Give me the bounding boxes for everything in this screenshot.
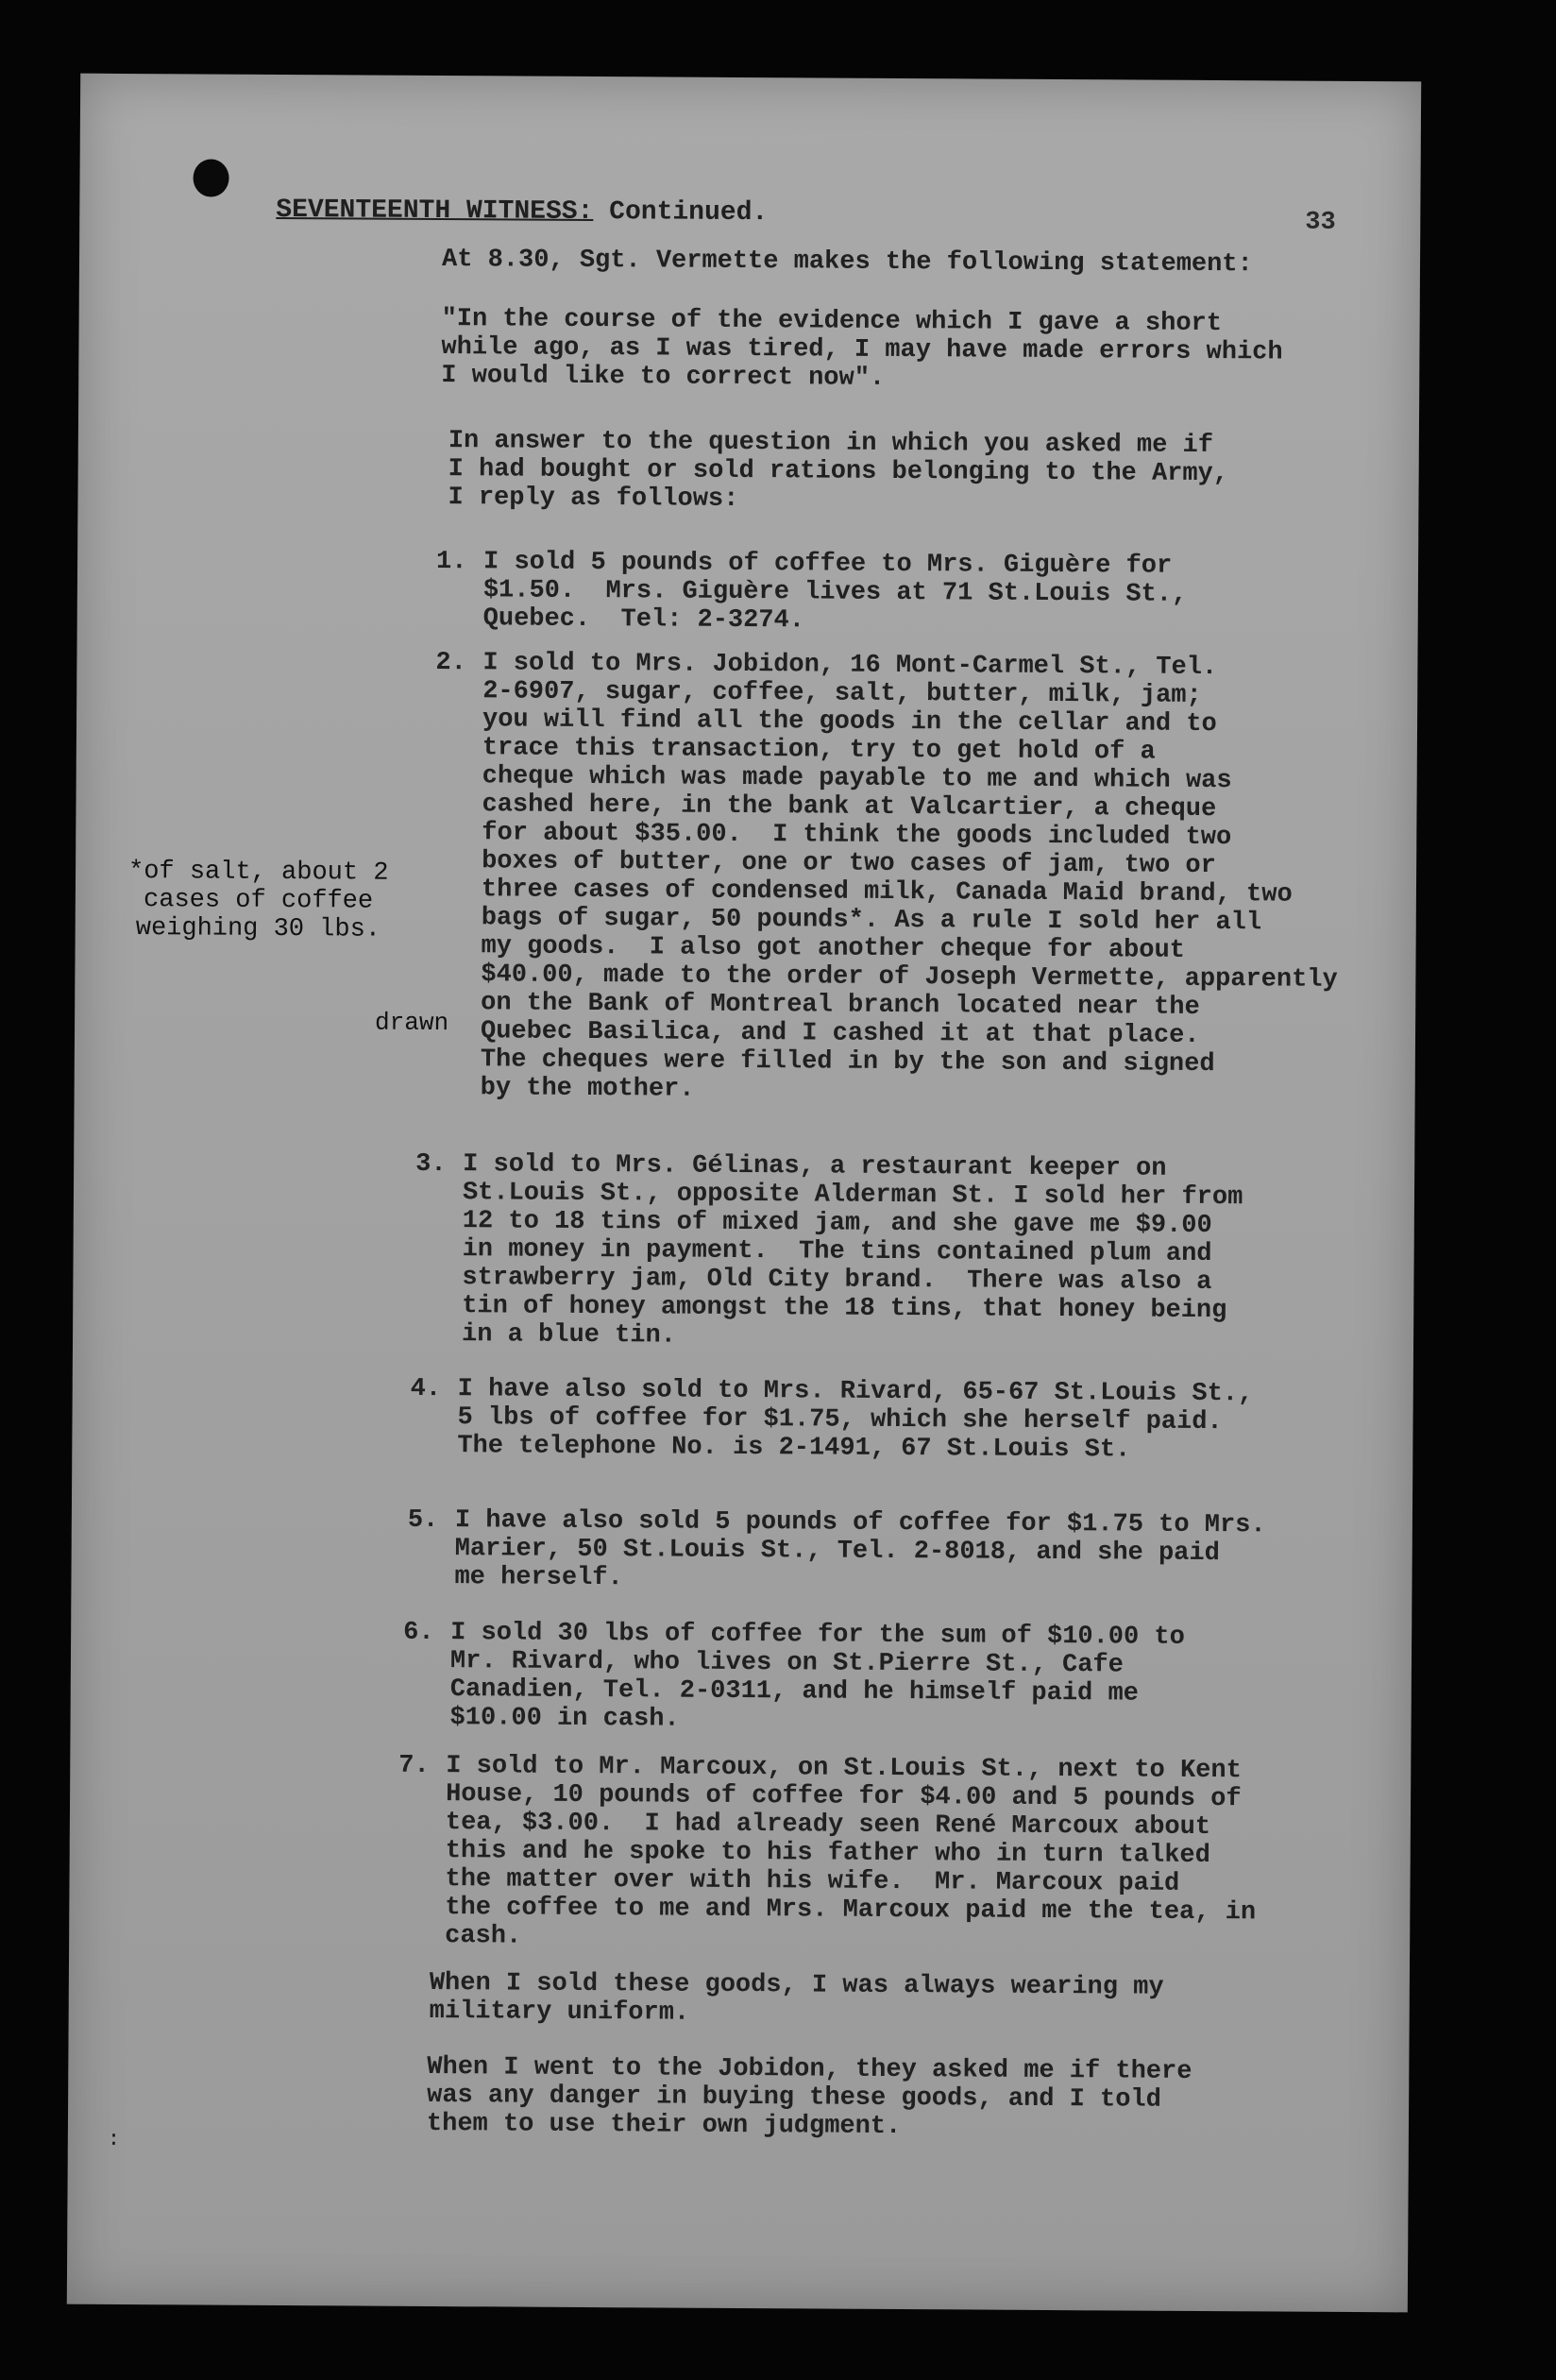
page-heading bbox=[276, 196, 768, 228]
item-number: 3. bbox=[415, 1149, 447, 1180]
item-text: I have also sold 5 pounds of coffee for $1.75 to Mrs. Marier, 50 St.Louis St., Tel. 2-8018, and she paid me herself. bbox=[454, 1506, 1266, 1593]
edge-mark: : bbox=[107, 2127, 121, 2151]
item-number: 1. bbox=[435, 547, 467, 577]
page-number: 33 bbox=[1305, 208, 1336, 237]
item-number: 7. bbox=[398, 1751, 430, 1780]
intro-line: At 8.30, Sgt. Vermette makes the following statement: bbox=[441, 246, 1253, 280]
margin-note-salt: *of salt, about 2 cases of coffee weighing 30 lbs. bbox=[127, 858, 389, 944]
item-number: 5. bbox=[407, 1505, 439, 1536]
document-page bbox=[67, 74, 1421, 2313]
item-number: 4. bbox=[410, 1374, 442, 1404]
item-text: I sold to Mrs. Jobidon, 16 Mont-Carmel St., Tel. 2-6907, sugar, coffee, salt, butter, milk, jam; you will find all the goods in the cellar and to trace this transaction, try to get hold of a cheque which was made payable to me and which was cashed here, in the bank at Valcartier, a cheque for about $35.00. I think the goods included two boxes of butter, one or two cases of jam, two or three cases of condensed milk, Canada Maid brand, two bags of sugar, 50 pounds*. As a rule I sold her all my goods. I also got another cheque for about $40.00, made to the order of Joseph Vermette, apparently on the Bank of Montreal branch located near the Quebec Basilica, and I cashed it at that place. The cheques were filled in by the son and signed by the mother. bbox=[480, 649, 1338, 1104]
closing-paragraph-uniform: When I sold these goods, I was always wearing my military uniform. bbox=[429, 1968, 1164, 2028]
item-text: I sold 5 pounds of coffee to Mrs. Giguère for $1.50. Mrs. Giguère lives at 71 St.Louis St., Quebec. Tel: 2-3274. bbox=[482, 548, 1188, 636]
closing-paragraph-judgment: When I went to the Jobidon, they asked me if there was any danger in buying these goods, and I told them to use their own judgment. bbox=[426, 2052, 1192, 2142]
item-text: I sold 30 lbs of coffee for the sum of $10.00 to Mr. Rivard, who lives on St.Pierre St., Cafe Canadien, Tel. 2-0311, and he himself paid me $10.00 in cash. bbox=[449, 1619, 1185, 1734]
item-text: I sold to Mr. Marcoux, on St.Louis St., next to Kent House, 10 pounds of coffee for $4.00 and 5 pounds of tea, $3.00. I had already seen René Marcoux about this and he spoke to his father who in turn talked the matter over with his wife. Mr. Marcoux paid the coffee to me and Mrs. Marcoux paid me the tea, in cash. bbox=[445, 1752, 1257, 1951]
intro-quote: "In the course of the evidence which I gave a short while ago, as I was tired, I may have made errors which I would like to correct now". bbox=[441, 305, 1283, 393]
item-text: I have also sold to Mrs. Rivard, 65-67 St.Louis St., 5 lbs of coffee for $1.75, which she herself paid. The telephone No. is 2-1491, 67 St.Louis St. bbox=[457, 1375, 1254, 1465]
heading-title: SEVENTEENTH WITNESS: bbox=[276, 195, 594, 228]
item-text: I sold to Mrs. Gélinas, a restaurant keeper on St.Louis St., opposite Alderman St. I sold her from 12 to 18 tins of mixed jam, and she gave me $9.00 in money in payment. The tins contained plum and strawberry jam, Old City brand. There was also a tin of honey amongst the 18 tins, that honey being in a blue tin. bbox=[461, 1150, 1243, 1351]
punch-hole bbox=[193, 159, 228, 196]
item-number: 2. bbox=[435, 648, 466, 678]
margin-note-drawn: drawn bbox=[375, 1008, 449, 1038]
intro-reply: In answer to the question in which you asked me if I had bought or sold rations belonging to the Army, I reply as follows: bbox=[448, 427, 1229, 514]
item-number: 6. bbox=[403, 1618, 434, 1648]
heading-continued: Continued. bbox=[593, 197, 769, 229]
